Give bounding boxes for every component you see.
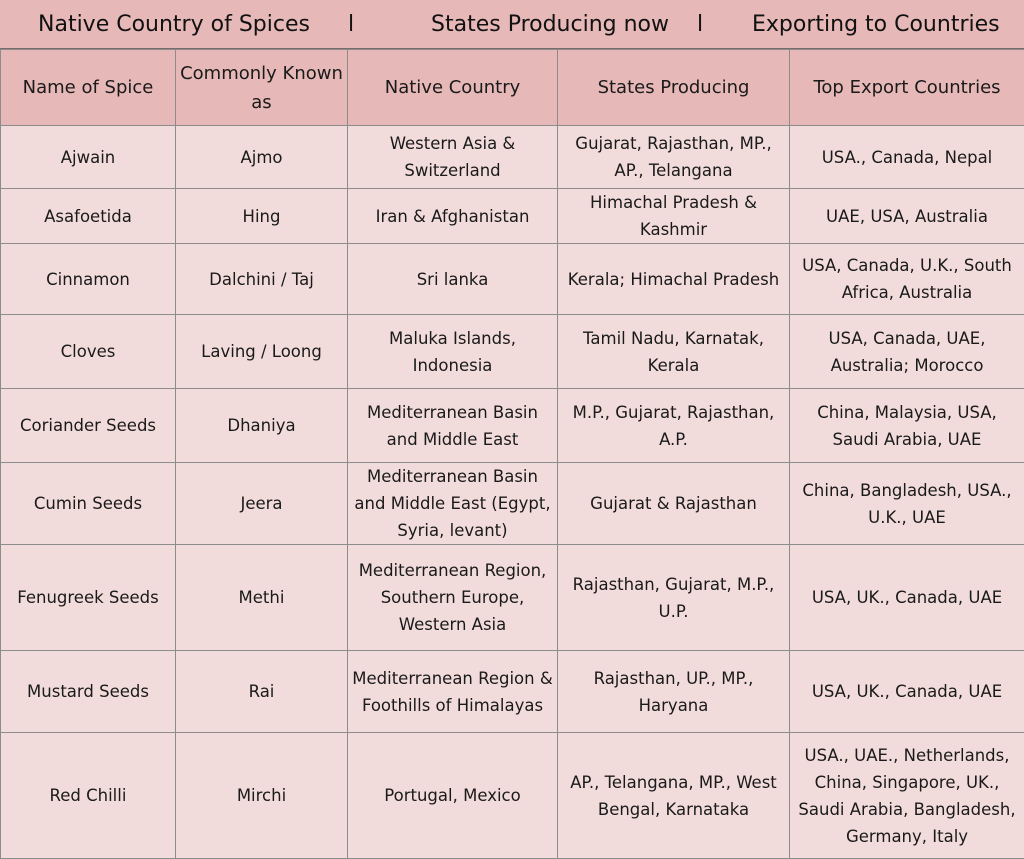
cell-export: USA, Canada, U.K., South Africa, Australia — [790, 244, 1024, 315]
cell-export: China, Malaysia, USA, Saudi Arabia, UAE — [790, 389, 1024, 463]
banner-title-states-producing: States Producing now — [431, 12, 669, 37]
column-header-name: Name of Spice — [1, 50, 176, 126]
cell-export: USA, UK., Canada, UAE — [790, 545, 1024, 651]
cell-spice-name: Cinnamon — [1, 244, 176, 315]
column-header-common-name: Commonly Known as — [176, 50, 348, 126]
cell-spice-name: Fenugreek Seeds — [1, 545, 176, 651]
cell-native-country: Mediterranean Basin and Middle East — [348, 389, 558, 463]
cell-export: USA., Canada, Nepal — [790, 126, 1024, 189]
cell-spice-name: Asafoetida — [1, 189, 176, 244]
cell-native-country: Mediterranean Region & Foothills of Himalayas — [348, 651, 558, 733]
cell-export: UAE, USA, Australia — [790, 189, 1024, 244]
banner-title-exporting: Exporting to Countries — [752, 12, 1000, 37]
column-header-native-country: Native Country — [348, 50, 558, 126]
cell-states: Rajasthan, UP., MP., Haryana — [558, 651, 790, 733]
cell-spice-name: Red Chilli — [1, 733, 176, 859]
table-row — [1, 244, 1024, 315]
cell-common-name: Rai — [176, 651, 348, 733]
table-row — [1, 389, 1024, 463]
cell-native-country: Iran & Afghanistan — [348, 189, 558, 244]
table-row — [1, 463, 1024, 545]
cell-common-name: Ajmo — [176, 126, 348, 189]
cell-states: Rajasthan, Gujarat, M.P., U.P. — [558, 545, 790, 651]
banner-separator: l — [348, 12, 354, 37]
cell-common-name: Hing — [176, 189, 348, 244]
cell-spice-name: Ajwain — [1, 126, 176, 189]
cell-native-country: Western Asia & Switzerland — [348, 126, 558, 189]
column-header-states: States Producing — [558, 50, 790, 126]
cell-states: Kerala; Himachal Pradesh — [558, 244, 790, 315]
cell-native-country: Portugal, Mexico — [348, 733, 558, 859]
cell-states: Himachal Pradesh & Kashmir — [558, 189, 790, 244]
cell-native-country: Mediterranean Basin and Middle East (Egypt, Syria, levant) — [348, 463, 558, 545]
cell-native-country: Mediterranean Region, Southern Europe, Western Asia — [348, 545, 558, 651]
cell-states: Gujarat, Rajasthan, MP., AP., Telangana — [558, 126, 790, 189]
cell-export: USA, Canada, UAE, Australia; Morocco — [790, 315, 1024, 389]
cell-export: China, Bangladesh, USA., U.K., UAE — [790, 463, 1024, 545]
table-row — [1, 651, 1024, 733]
table-row — [1, 733, 1024, 859]
table-row — [1, 545, 1024, 651]
cell-common-name: Jeera — [176, 463, 348, 545]
table-row — [1, 126, 1024, 189]
cell-common-name: Dhaniya — [176, 389, 348, 463]
cell-common-name: Dalchini / Taj — [176, 244, 348, 315]
cell-spice-name: Mustard Seeds — [1, 651, 176, 733]
table-row — [1, 189, 1024, 244]
banner-title-native-country: Native Country of Spices — [38, 12, 310, 37]
cell-spice-name: Coriander Seeds — [1, 389, 176, 463]
cell-native-country: Maluka Islands, Indonesia — [348, 315, 558, 389]
spices-table — [0, 49, 1024, 859]
column-header-export: Top Export Countries — [790, 50, 1024, 126]
table-row — [1, 315, 1024, 389]
banner-separator: l — [697, 12, 703, 37]
cell-common-name: Methi — [176, 545, 348, 651]
cell-common-name: Mirchi — [176, 733, 348, 859]
cell-states: M.P., Gujarat, Rajasthan, A.P. — [558, 389, 790, 463]
cell-export: USA, UK., Canada, UAE — [790, 651, 1024, 733]
cell-states: Tamil Nadu, Karnatak, Kerala — [558, 315, 790, 389]
cell-spice-name: Cloves — [1, 315, 176, 389]
cell-common-name: Laving / Loong — [176, 315, 348, 389]
table-header-row — [1, 50, 1024, 126]
title-banner — [0, 0, 1024, 49]
cell-states: AP., Telangana, MP., West Bengal, Karnataka — [558, 733, 790, 859]
cell-native-country: Sri lanka — [348, 244, 558, 315]
cell-spice-name: Cumin Seeds — [1, 463, 176, 545]
cell-export: USA., UAE., Netherlands, China, Singapore, UK., Saudi Arabia, Bangladesh, Germany, Italy — [790, 733, 1024, 859]
cell-states: Gujarat & Rajasthan — [558, 463, 790, 545]
